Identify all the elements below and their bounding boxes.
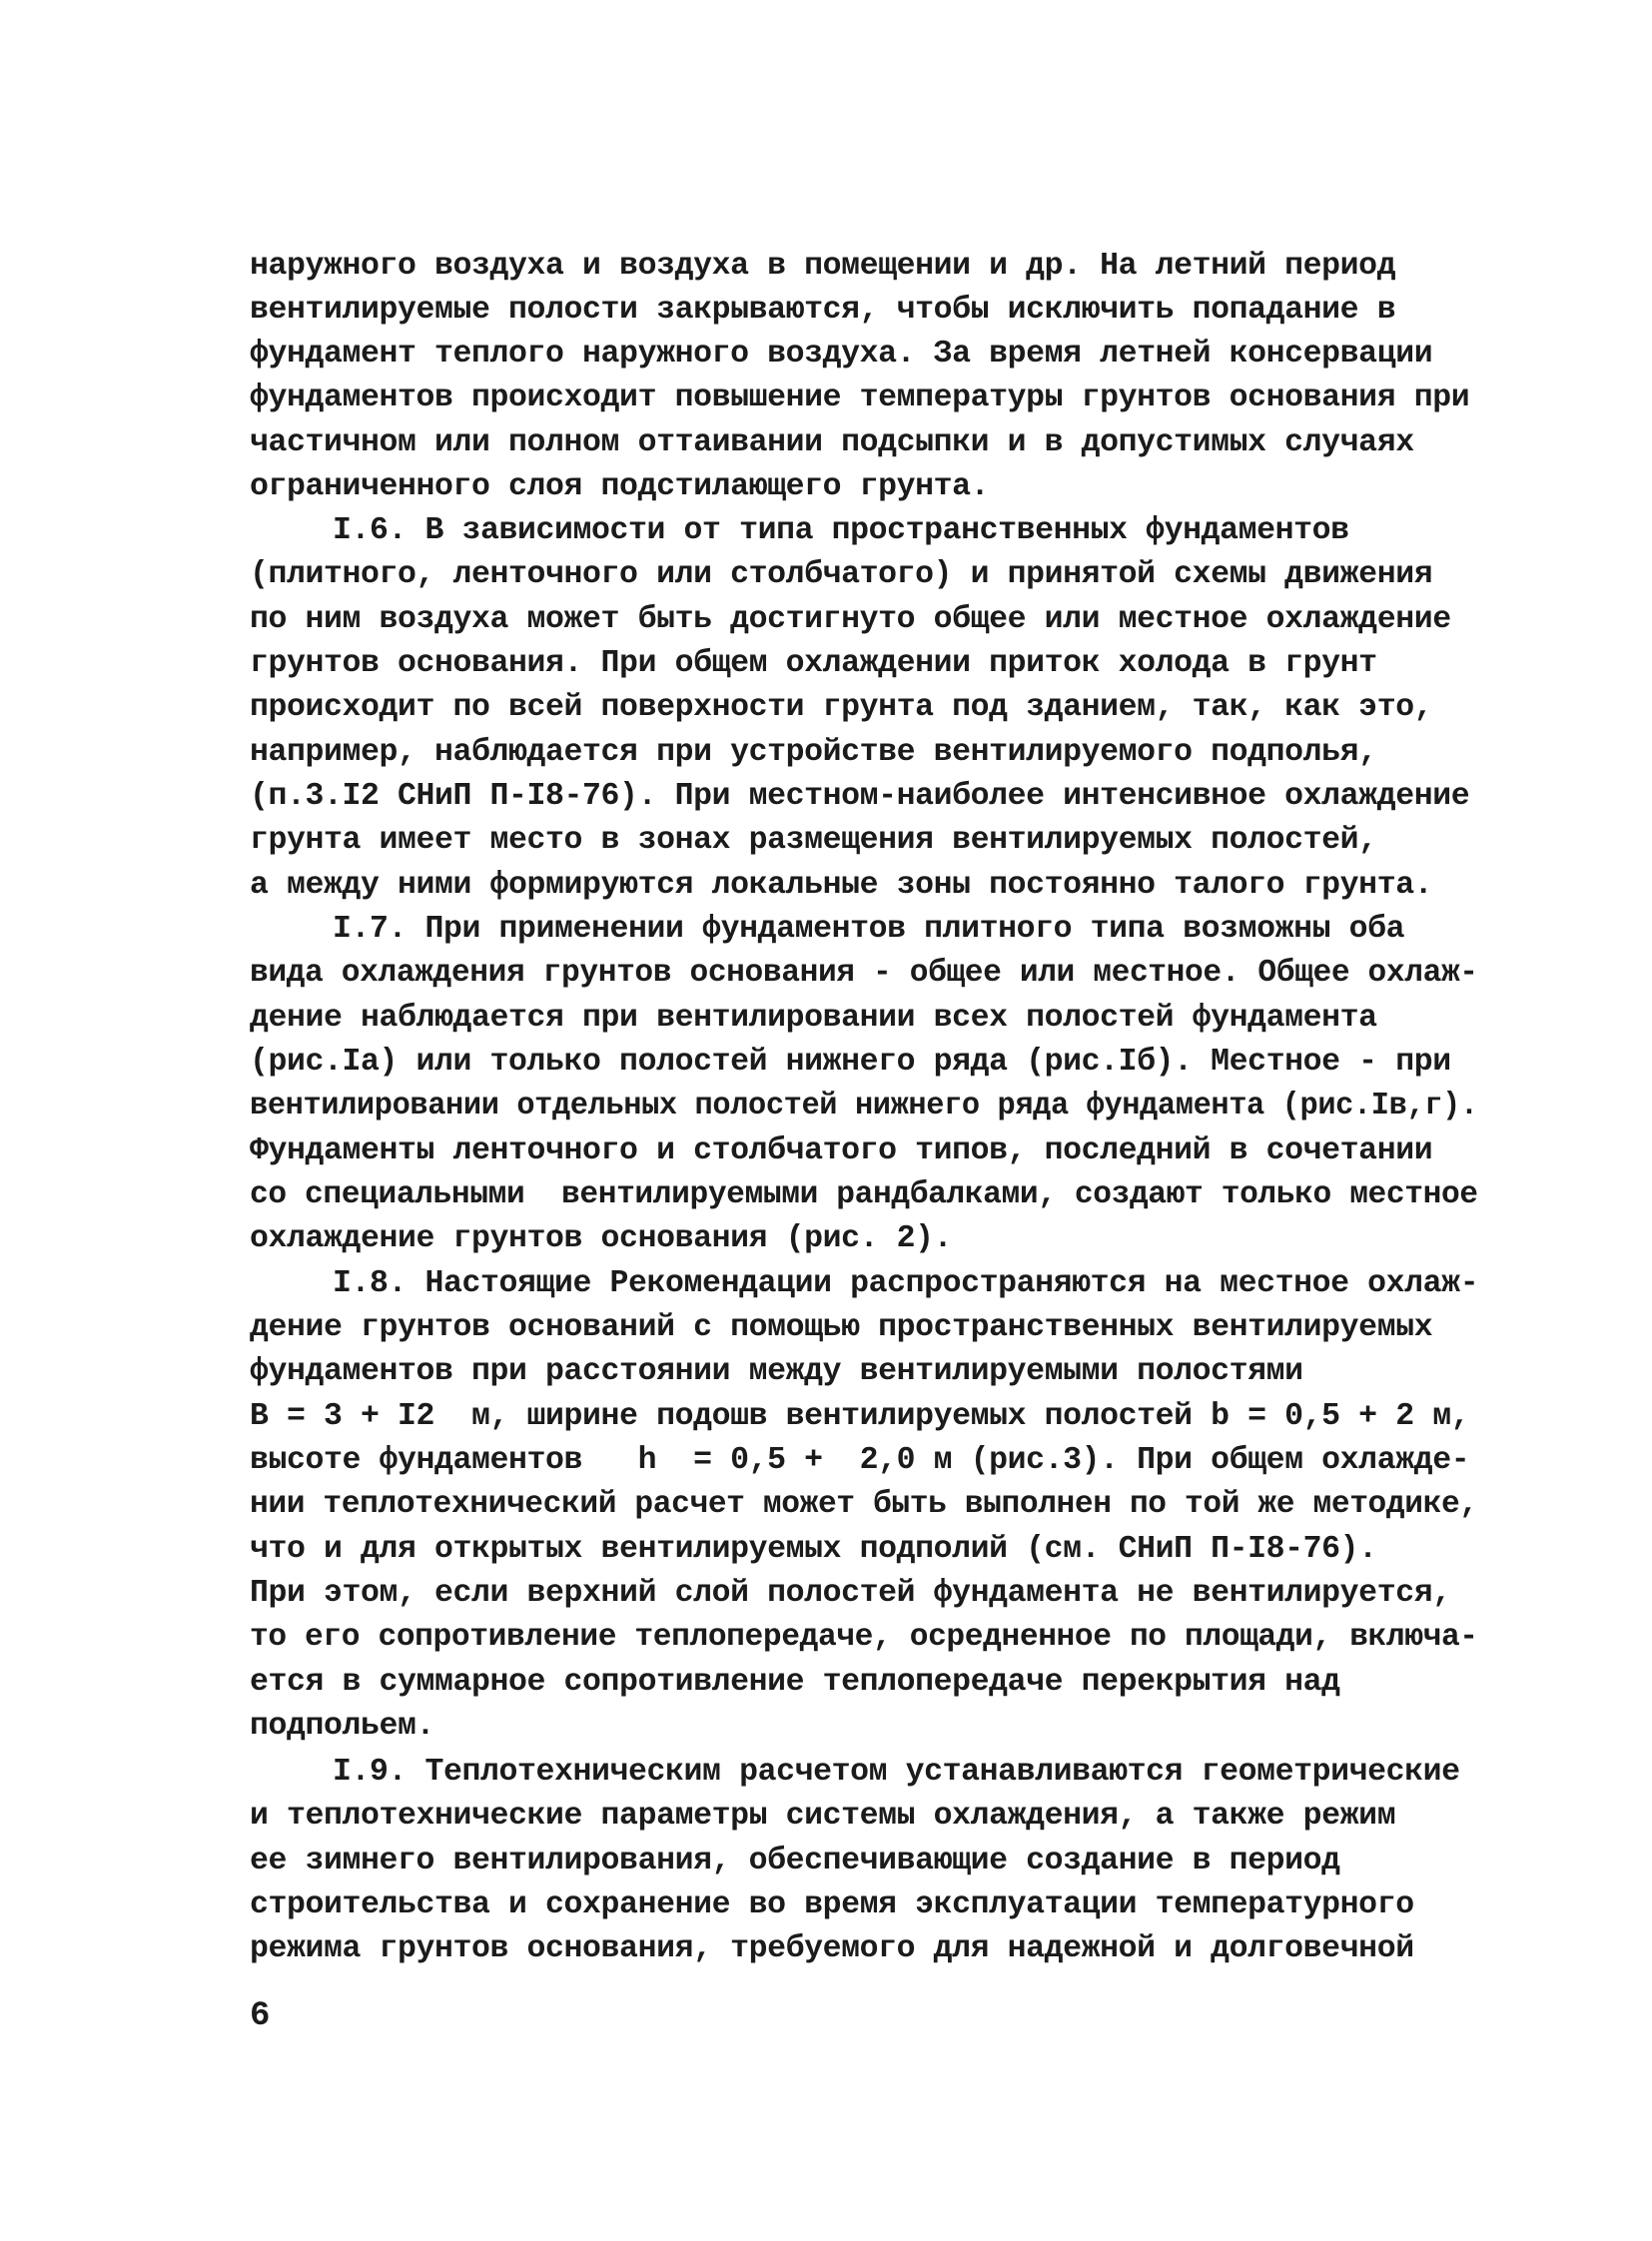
formula-line-spacing: B = 3 + I2 м, ширине подошв вентилируемых полостей b = 0,5 + 2 м, [250,1399,1470,1434]
text-line: вентилируемые полости закрываются, чтобы исключить попадание в [250,293,1396,328]
text-line: грунтов основания. При общем охлаждении приток холода в грунт [250,646,1377,681]
text-line: режима грунтов основания, требуемого для надежной и долговечной [250,1931,1414,1966]
paragraph-start-1-7: I.7. При применении фундаментов плитного типа возможны оба [333,912,1405,947]
text-line: (рис.Iа) или только полостей нижнего ряда (рис.Iб). Местное - при [250,1045,1451,1080]
text-line: дение наблюдается при вентилировании всех полостей фундамента [250,1001,1377,1036]
text-line: охлаждение грунтов основания (рис. 2). [250,1221,953,1256]
text-line: фундаментов происходит повышение температуры грунтов основания при [250,380,1470,415]
text-line: строительства и сохранение во время эксплуатации температурного [250,1887,1414,1922]
text-line: При этом, если верхний слой полостей фундамента не вентилируется, [250,1576,1451,1611]
text-line: фундамент теплого наружного воздуха. За время летней консервации [250,337,1433,372]
text-line: то его сопротивление теплопередаче, осредненное по площади, включа- [250,1620,1478,1655]
text-line: а между ними формируются локальные зоны постоянно талого грунта. [250,868,1433,903]
text-line: наружного воздуха и воздуха в помещении и др. На летний период [250,249,1396,284]
text-line: фундаментов при расстоянии между вентилируемыми полостями [250,1354,1303,1389]
page-number: 6 [250,1997,271,2035]
text-line: грунта имеет место в зонах размещения вентилируемых полостей, [250,823,1377,858]
text-line: (п.3.I2 СНиП П-I8-76). При местном-наиболее интенсивное охлаждение [250,779,1470,814]
text-line: по ним воздуха может быть достигнуто общее или местное охлаждение [250,602,1451,637]
text-line: вида охлаждения грунтов основания - общее или местное. Общее охлаж- [250,956,1478,991]
text-line: и теплотехнические параметры системы охлаждения, а также режим [250,1799,1396,1834]
text-line: вентилировании отдельных полостей нижнего ряда фундамента (рис.Iв,г). [250,1089,1478,1123]
text-line: частичном или полном оттаивании подсыпки и в допустимых случаях [250,425,1414,460]
text-line: со специальными вентилируемыми рандбалками, создают только местное [250,1177,1478,1212]
text-line: ограниченного слоя подстилающего грунта. [250,469,990,504]
text-line: например, наблюдается при устройстве вентилируемого подполья, [250,735,1377,770]
text-line: ется в суммарное сопротивление теплопередаче перекрытия над [250,1665,1340,1700]
text-line: что и для открытых вентилируемых подполий (см. СНиП П-I8-76). [250,1532,1377,1567]
text-line: Фундаменты ленточного и столбчатого типов, последний в сочетании [250,1133,1433,1168]
paragraph-start-1-9: I.9. Теплотехническим расчетом устанавливаются геометрические [333,1755,1460,1790]
text-line: происходит по всей поверхности грунта под зданием, так, как это, [250,690,1433,725]
text-line: подпольем. [250,1709,435,1744]
paragraph-start-1-6: I.6. В зависимости от типа пространственных фундаментов [333,513,1349,548]
text-line: нии теплотехнический расчет может быть выполнен по той же методике, [250,1487,1478,1522]
paragraph-start-1-8: I.8. Настоящие Рекомендации распространяются на местное охлаж- [333,1266,1479,1301]
text-line: дение грунтов оснований с помощью пространственных вентилируемых [250,1310,1433,1345]
formula-line-height: высоте фундаментов h = 0,5 + 2,0 м (рис.3). При общем охлажде- [250,1443,1470,1478]
text-line: ее зимнего вентилирования, обеспечивающие создание в период [250,1844,1340,1878]
text-line: (плитного, ленточного или столбчатого) и принятой схемы движения [250,557,1433,592]
